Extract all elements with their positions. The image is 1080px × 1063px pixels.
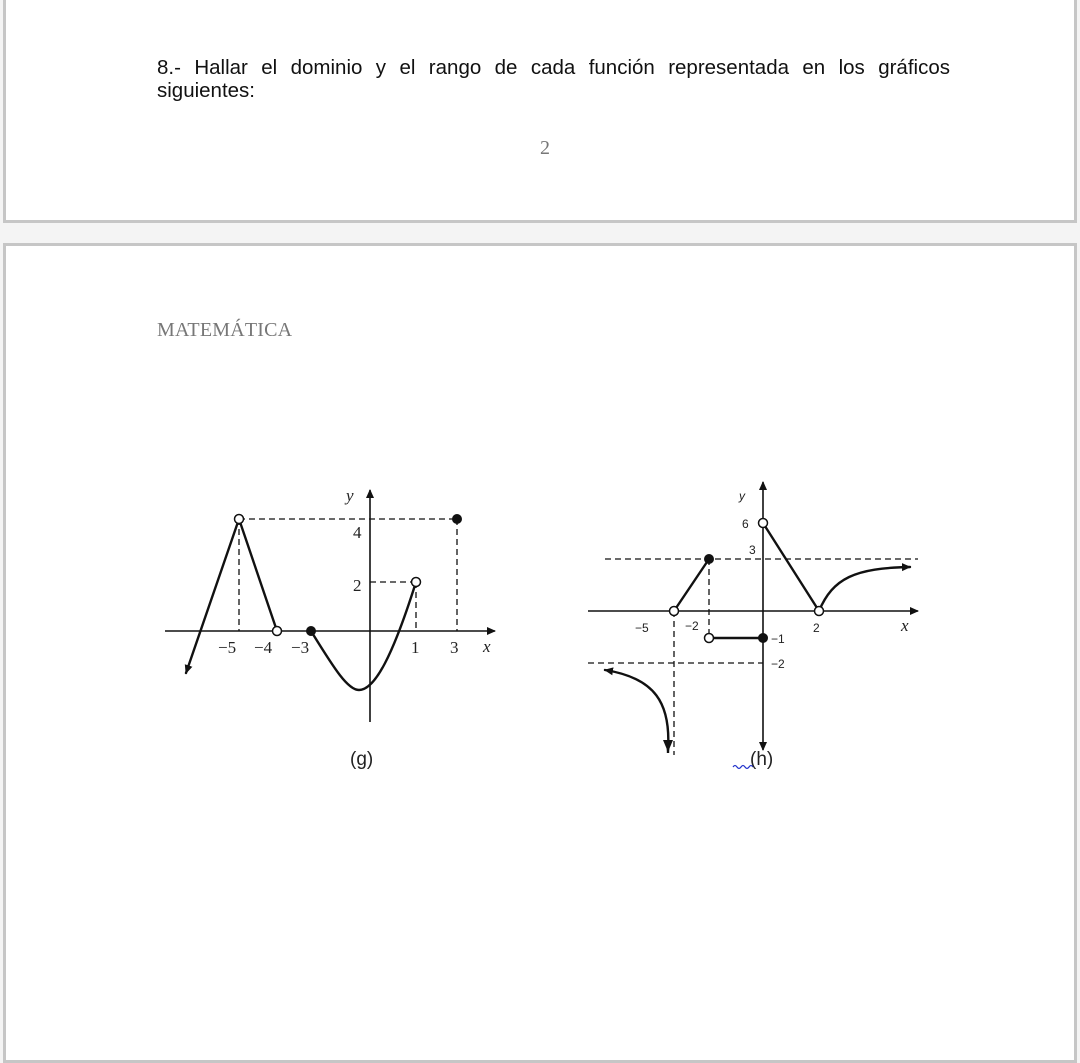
page-header: MATEMÁTICA (157, 319, 293, 341)
open-point (670, 607, 679, 616)
tick-label: 2 (353, 576, 362, 595)
tick-label: 3 (450, 638, 459, 657)
tick-label: 3 (749, 543, 756, 557)
graph-g (160, 485, 520, 705)
tick-label: −5 (218, 638, 237, 657)
closed-point (452, 514, 462, 524)
line-peak-down (239, 519, 277, 631)
tick-label: 4 (353, 523, 362, 542)
open-point (273, 627, 282, 636)
page-number: 2 (540, 137, 550, 159)
caption-h: (h) (750, 749, 774, 770)
parabola (311, 582, 416, 690)
caption-g: (g) (350, 749, 374, 770)
page-1 (3, 0, 1077, 223)
tick-label: 2 (813, 621, 820, 635)
open-point (759, 519, 768, 528)
closed-point (306, 626, 316, 636)
tick-label: 1 (411, 638, 420, 657)
closed-point (704, 554, 714, 564)
closed-point (758, 633, 768, 643)
question-text: 8.- Hallar el dominio y el rango de cada función representada en los gráficos siguientes: (157, 56, 950, 102)
tick-label: −2 (771, 657, 785, 671)
tick-label: −1 (771, 632, 785, 646)
segment-rise (674, 559, 709, 611)
tick-label: −5 (635, 621, 649, 635)
segment-fall (763, 523, 819, 611)
axis-x-label: x (483, 637, 491, 656)
curve-right (819, 567, 910, 611)
open-point (705, 634, 714, 643)
tick-label: −4 (254, 638, 273, 657)
open-point (815, 607, 824, 616)
axis-x-label: x (901, 616, 909, 635)
tick-label: 6 (742, 517, 749, 531)
open-point (412, 578, 421, 587)
axis-y-label: y (739, 489, 745, 503)
tick-label: −3 (291, 638, 310, 657)
graph-h (585, 478, 925, 768)
tick-label: −2 (685, 619, 699, 633)
axis-y-label: y (346, 486, 354, 505)
open-point (235, 515, 244, 524)
curve-left (605, 670, 668, 750)
